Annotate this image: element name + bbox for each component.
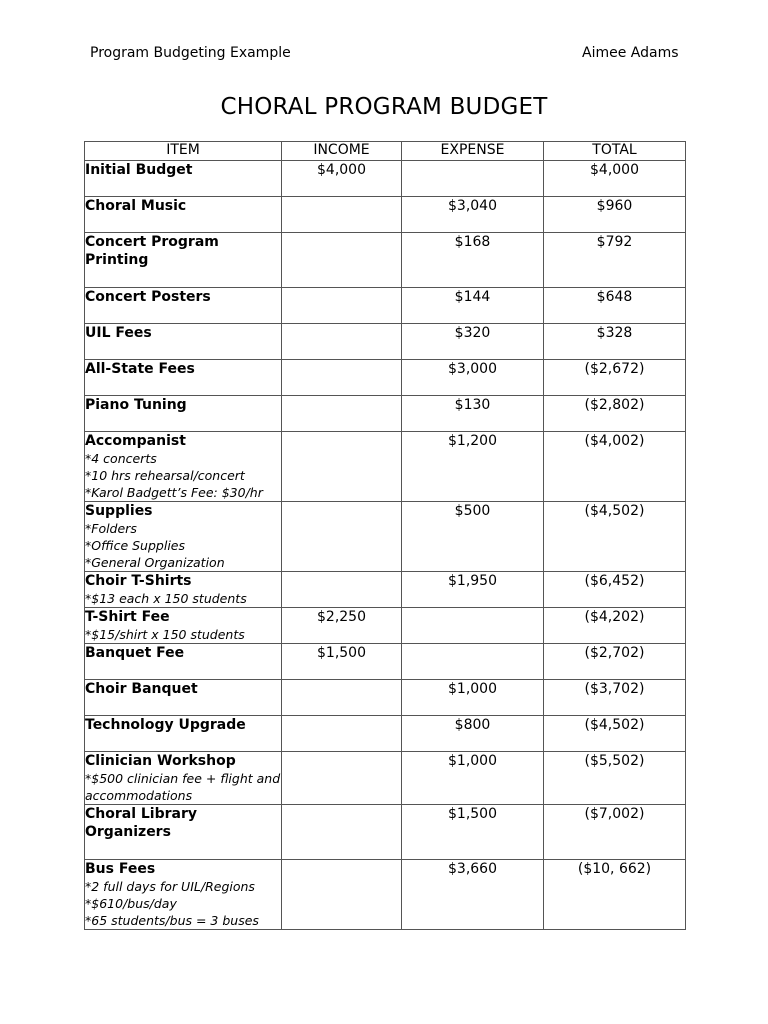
item-label: Technology Upgrade (85, 717, 246, 733)
income-cell: $2,250 (282, 608, 402, 644)
document-header-author: Aimee Adams (582, 45, 679, 61)
expense-cell: $320 (402, 324, 544, 360)
item-cell (85, 233, 282, 288)
table-row (85, 197, 686, 233)
expense-cell (402, 608, 544, 644)
income-cell (282, 396, 402, 432)
expense-cell (402, 161, 544, 197)
expense-cell: $1,950 (402, 572, 544, 608)
expense-cell: $3,660 (402, 860, 544, 930)
item-cell (85, 805, 282, 860)
item-label: UIL Fees (85, 325, 152, 341)
item-label: T-Shirt Fee (85, 609, 170, 625)
total-cell: ($4,202) (544, 608, 686, 644)
income-cell (282, 680, 402, 716)
income-cell (282, 752, 402, 805)
table-row (85, 860, 686, 930)
item-label: Concert Posters (85, 289, 211, 305)
income-cell (282, 324, 402, 360)
page-title: CHORAL PROGRAM BUDGET (220, 94, 548, 120)
income-cell (282, 805, 402, 860)
item-note: *$610/bus/day (85, 896, 177, 911)
total-cell: ($10, 662) (544, 860, 686, 930)
item-note: *Office Supplies (85, 538, 185, 553)
item-cell (85, 716, 282, 752)
item-cell (85, 608, 282, 644)
column-header-item: ITEM (85, 142, 282, 161)
total-cell: $328 (544, 324, 686, 360)
item-label: Choral Library Organizers (85, 806, 198, 840)
item-cell (85, 396, 282, 432)
expense-cell: $1,200 (402, 432, 544, 502)
item-label: Choir T-Shirts (85, 573, 192, 589)
item-label: Bus Fees (85, 861, 156, 877)
table-row (85, 396, 686, 432)
item-note: *$500 clinician fee + flight and accommodations (85, 771, 281, 803)
total-cell: $648 (544, 288, 686, 324)
total-cell: ($3,702) (544, 680, 686, 716)
income-cell (282, 860, 402, 930)
item-note: *Folders (85, 521, 137, 536)
income-cell (282, 233, 402, 288)
item-cell (85, 680, 282, 716)
table-row (85, 805, 686, 860)
table-row (85, 752, 686, 805)
expense-cell: $800 (402, 716, 544, 752)
item-label: Concert Program Printing (85, 234, 219, 268)
total-cell: $4,000 (544, 161, 686, 197)
table-row (85, 360, 686, 396)
income-cell (282, 288, 402, 324)
item-note: *$13 each x 150 students (85, 591, 247, 606)
income-cell (282, 360, 402, 396)
income-cell (282, 572, 402, 608)
expense-cell: $3,000 (402, 360, 544, 396)
item-note: *$15/shirt x 150 students (85, 627, 245, 642)
item-cell (85, 197, 282, 233)
total-cell: ($6,452) (544, 572, 686, 608)
total-cell: ($2,802) (544, 396, 686, 432)
income-cell (282, 716, 402, 752)
total-cell: ($4,002) (544, 432, 686, 502)
income-cell: $4,000 (282, 161, 402, 197)
expense-cell: $1,000 (402, 680, 544, 716)
budget-table-body (85, 161, 686, 930)
total-cell: ($5,502) (544, 752, 686, 805)
table-header-row (85, 142, 686, 161)
income-cell (282, 197, 402, 233)
column-header-total: TOTAL (544, 142, 686, 161)
table-row (85, 288, 686, 324)
income-cell (282, 502, 402, 572)
table-row (85, 644, 686, 680)
table-row (85, 161, 686, 197)
table-row (85, 716, 686, 752)
total-cell: $960 (544, 197, 686, 233)
total-cell: ($2,702) (544, 644, 686, 680)
item-cell (85, 360, 282, 396)
table-row (85, 502, 686, 572)
income-cell (282, 432, 402, 502)
expense-cell: $130 (402, 396, 544, 432)
budget-table (84, 141, 686, 930)
table-row (85, 680, 686, 716)
item-note: *10 hrs rehearsal/concert (85, 468, 245, 483)
income-cell: $1,500 (282, 644, 402, 680)
document-header-left: Program Budgeting Example (90, 45, 291, 61)
item-note: *4 concerts (85, 451, 157, 466)
item-label: Supplies (85, 503, 153, 519)
item-cell (85, 752, 282, 805)
item-cell (85, 502, 282, 572)
item-label: Banquet Fee (85, 645, 185, 661)
table-row (85, 572, 686, 608)
table-row (85, 608, 686, 644)
total-cell: $792 (544, 233, 686, 288)
item-cell (85, 324, 282, 360)
item-label: Choral Music (85, 198, 187, 214)
item-cell (85, 860, 282, 930)
item-label: All-State Fees (85, 361, 195, 377)
expense-cell: $1,500 (402, 805, 544, 860)
item-cell (85, 288, 282, 324)
item-cell (85, 644, 282, 680)
expense-cell: $168 (402, 233, 544, 288)
item-note: *General Organization (85, 555, 225, 570)
item-label: Initial Budget (85, 162, 193, 178)
item-label: Choir Banquet (85, 681, 198, 697)
table-row (85, 432, 686, 502)
item-cell (85, 572, 282, 608)
item-note: *Karol Badgett’s Fee: $30/hr (85, 485, 263, 500)
total-cell: ($7,002) (544, 805, 686, 860)
expense-cell (402, 644, 544, 680)
item-note: *65 students/bus = 3 buses (85, 913, 259, 928)
item-label: Clinician Workshop (85, 753, 236, 769)
total-cell: ($4,502) (544, 502, 686, 572)
column-header-expense: EXPENSE (402, 142, 544, 161)
total-cell: ($2,672) (544, 360, 686, 396)
expense-cell: $144 (402, 288, 544, 324)
expense-cell: $3,040 (402, 197, 544, 233)
item-cell (85, 161, 282, 197)
total-cell: ($4,502) (544, 716, 686, 752)
item-note: *2 full days for UIL/Regions (85, 879, 255, 894)
item-label: Accompanist (85, 433, 186, 449)
table-row (85, 324, 686, 360)
expense-cell: $1,000 (402, 752, 544, 805)
table-row (85, 233, 686, 288)
item-cell (85, 432, 282, 502)
item-label: Piano Tuning (85, 397, 187, 413)
expense-cell: $500 (402, 502, 544, 572)
column-header-income: INCOME (282, 142, 402, 161)
